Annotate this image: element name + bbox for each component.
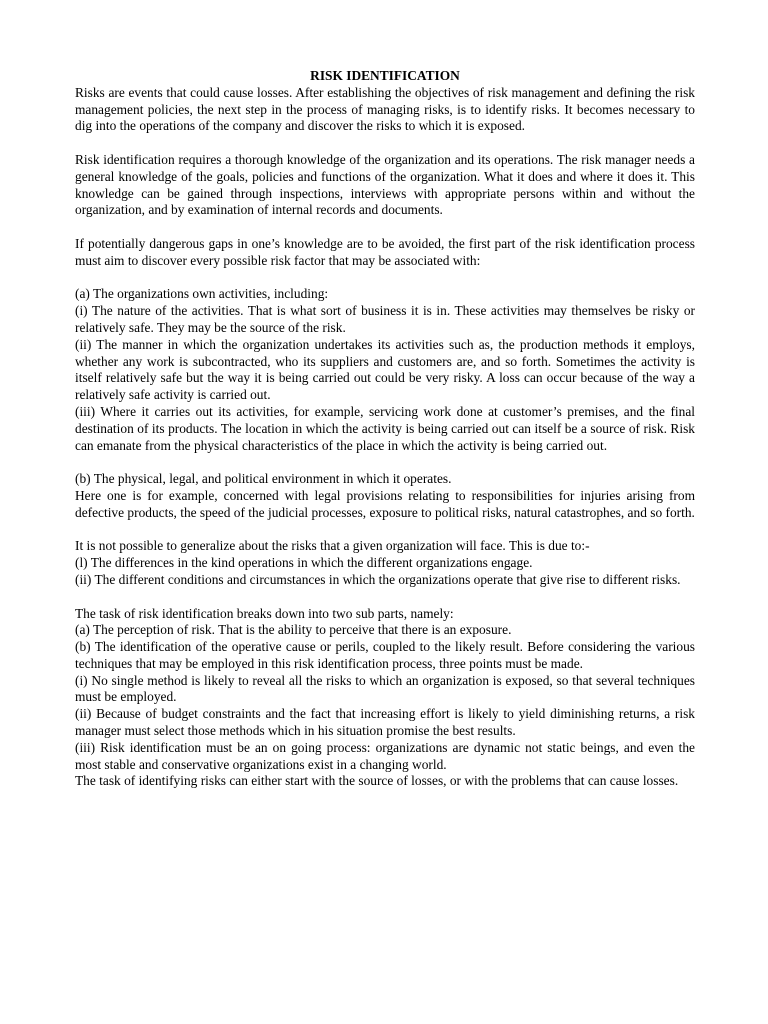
paragraph-environment: Here one is for example, concerned with legal provisions relating to responsibilities for injuries arising from defective products, the speed of the judicial processes, exposure to political risks, natural catastrophes, and so forth.	[75, 487, 695, 520]
list-item-a-ii: (ii) The manner in which the organization undertakes its activities such as, the production methods it employs, whether any work is subcontracted, who its suppliers and customers are, and so forth. Sometimes the activity is itself relatively safe but the way it is being carried out could be very risky. A loss can occur because of the way a relatively safe activity is carried out.	[75, 336, 695, 403]
list-heading-a: (a) The organizations own activities, including:	[75, 286, 329, 302]
paragraph-gap	[75, 454, 695, 471]
paragraph-gap	[75, 219, 695, 236]
paragraph-intro: Risks are events that could cause losses. After establishing the objectives of risk management and defining the risk management policies, the next step in the process of managing risks, is to identify risks. It becomes necessary to dig into the operations of the company and discover the risks to which it is exposed.	[75, 84, 695, 134]
list-item-a-iii: (iii) Where it carries out its activities, for example, servicing work done at customer’s premises, and the final destination of its products. The location in which the activity is being carried out can itself be a source of risk. Risk can emanate from the physical characteristics of the place in which the activity is being carried out.	[75, 403, 695, 453]
paragraph-gap	[75, 270, 695, 287]
paragraph-generalize: It is not possible to generalize about the risks that a given organization will face. This is due to:-	[75, 538, 590, 554]
paragraph-gaps: If potentially dangerous gaps in one’s knowledge are to be avoided, the first part of the risk identification process must aim to discover every possible risk factor that may be associated with:	[75, 235, 695, 268]
document-page	[75, 68, 695, 790]
paragraph-knowledge: Risk identification requires a thorough knowledge of the organization and its operations. The risk manager needs a general knowledge of the goals, policies and functions of the organization. What it does and where it does it. This knowledge can be gained through inspections, interviews with appropriate persons within and without the organization, and by examination of internal records and documents.	[75, 151, 695, 218]
list-item-differences: (l) The differences in the kind operations in which the different organizations engage.	[75, 555, 533, 571]
paragraph-gap	[75, 522, 695, 539]
list-item-identification: (b) The identification of the operative cause or perils, coupled to the likely result. Before considering the various techniques that may be employed in this risk identification process, three points must be made.	[75, 639, 695, 671]
list-item-conditions: (ii) The different conditions and circumstances in which the organizations operate that give rise to different risks.	[75, 571, 681, 587]
list-item-a-i: (i) The nature of the activities. That is what sort of business it is in. These activities may themselves be risky or relatively safe. They may be the source of the risk.	[75, 303, 695, 335]
paragraph-gap	[75, 589, 695, 606]
list-item-point-ii: (ii) Because of budget constraints and the fact that increasing effort is likely to yield diminishing returns, a risk manager must select those methods which in his situation promise the best results.	[75, 706, 695, 739]
list-item-point-i: (i) No single method is likely to reveal all the risks to which an organization is exposed, so that several techniques must be employed.	[75, 672, 695, 705]
list-item-perception: (a) The perception of risk. That is the ability to perceive that there is an exposure.	[75, 622, 512, 638]
paragraph-closing: The task of identifying risks can either start with the source of losses, or with the problems that can cause losses.	[75, 773, 679, 789]
list-heading-b: (b) The physical, legal, and political environment in which it operates.	[75, 471, 452, 487]
document-title: RISK IDENTIFICATION	[310, 68, 460, 83]
paragraph-sub-parts: The task of risk identification breaks down into two sub parts, namely:	[75, 605, 454, 621]
paragraph-gap	[75, 135, 695, 152]
list-item-point-iii: (iii) Risk identification must be an on going process: organizations are dynamic not static beings, and even the most stable and conservative organizations exist in a changing world.	[75, 739, 695, 772]
